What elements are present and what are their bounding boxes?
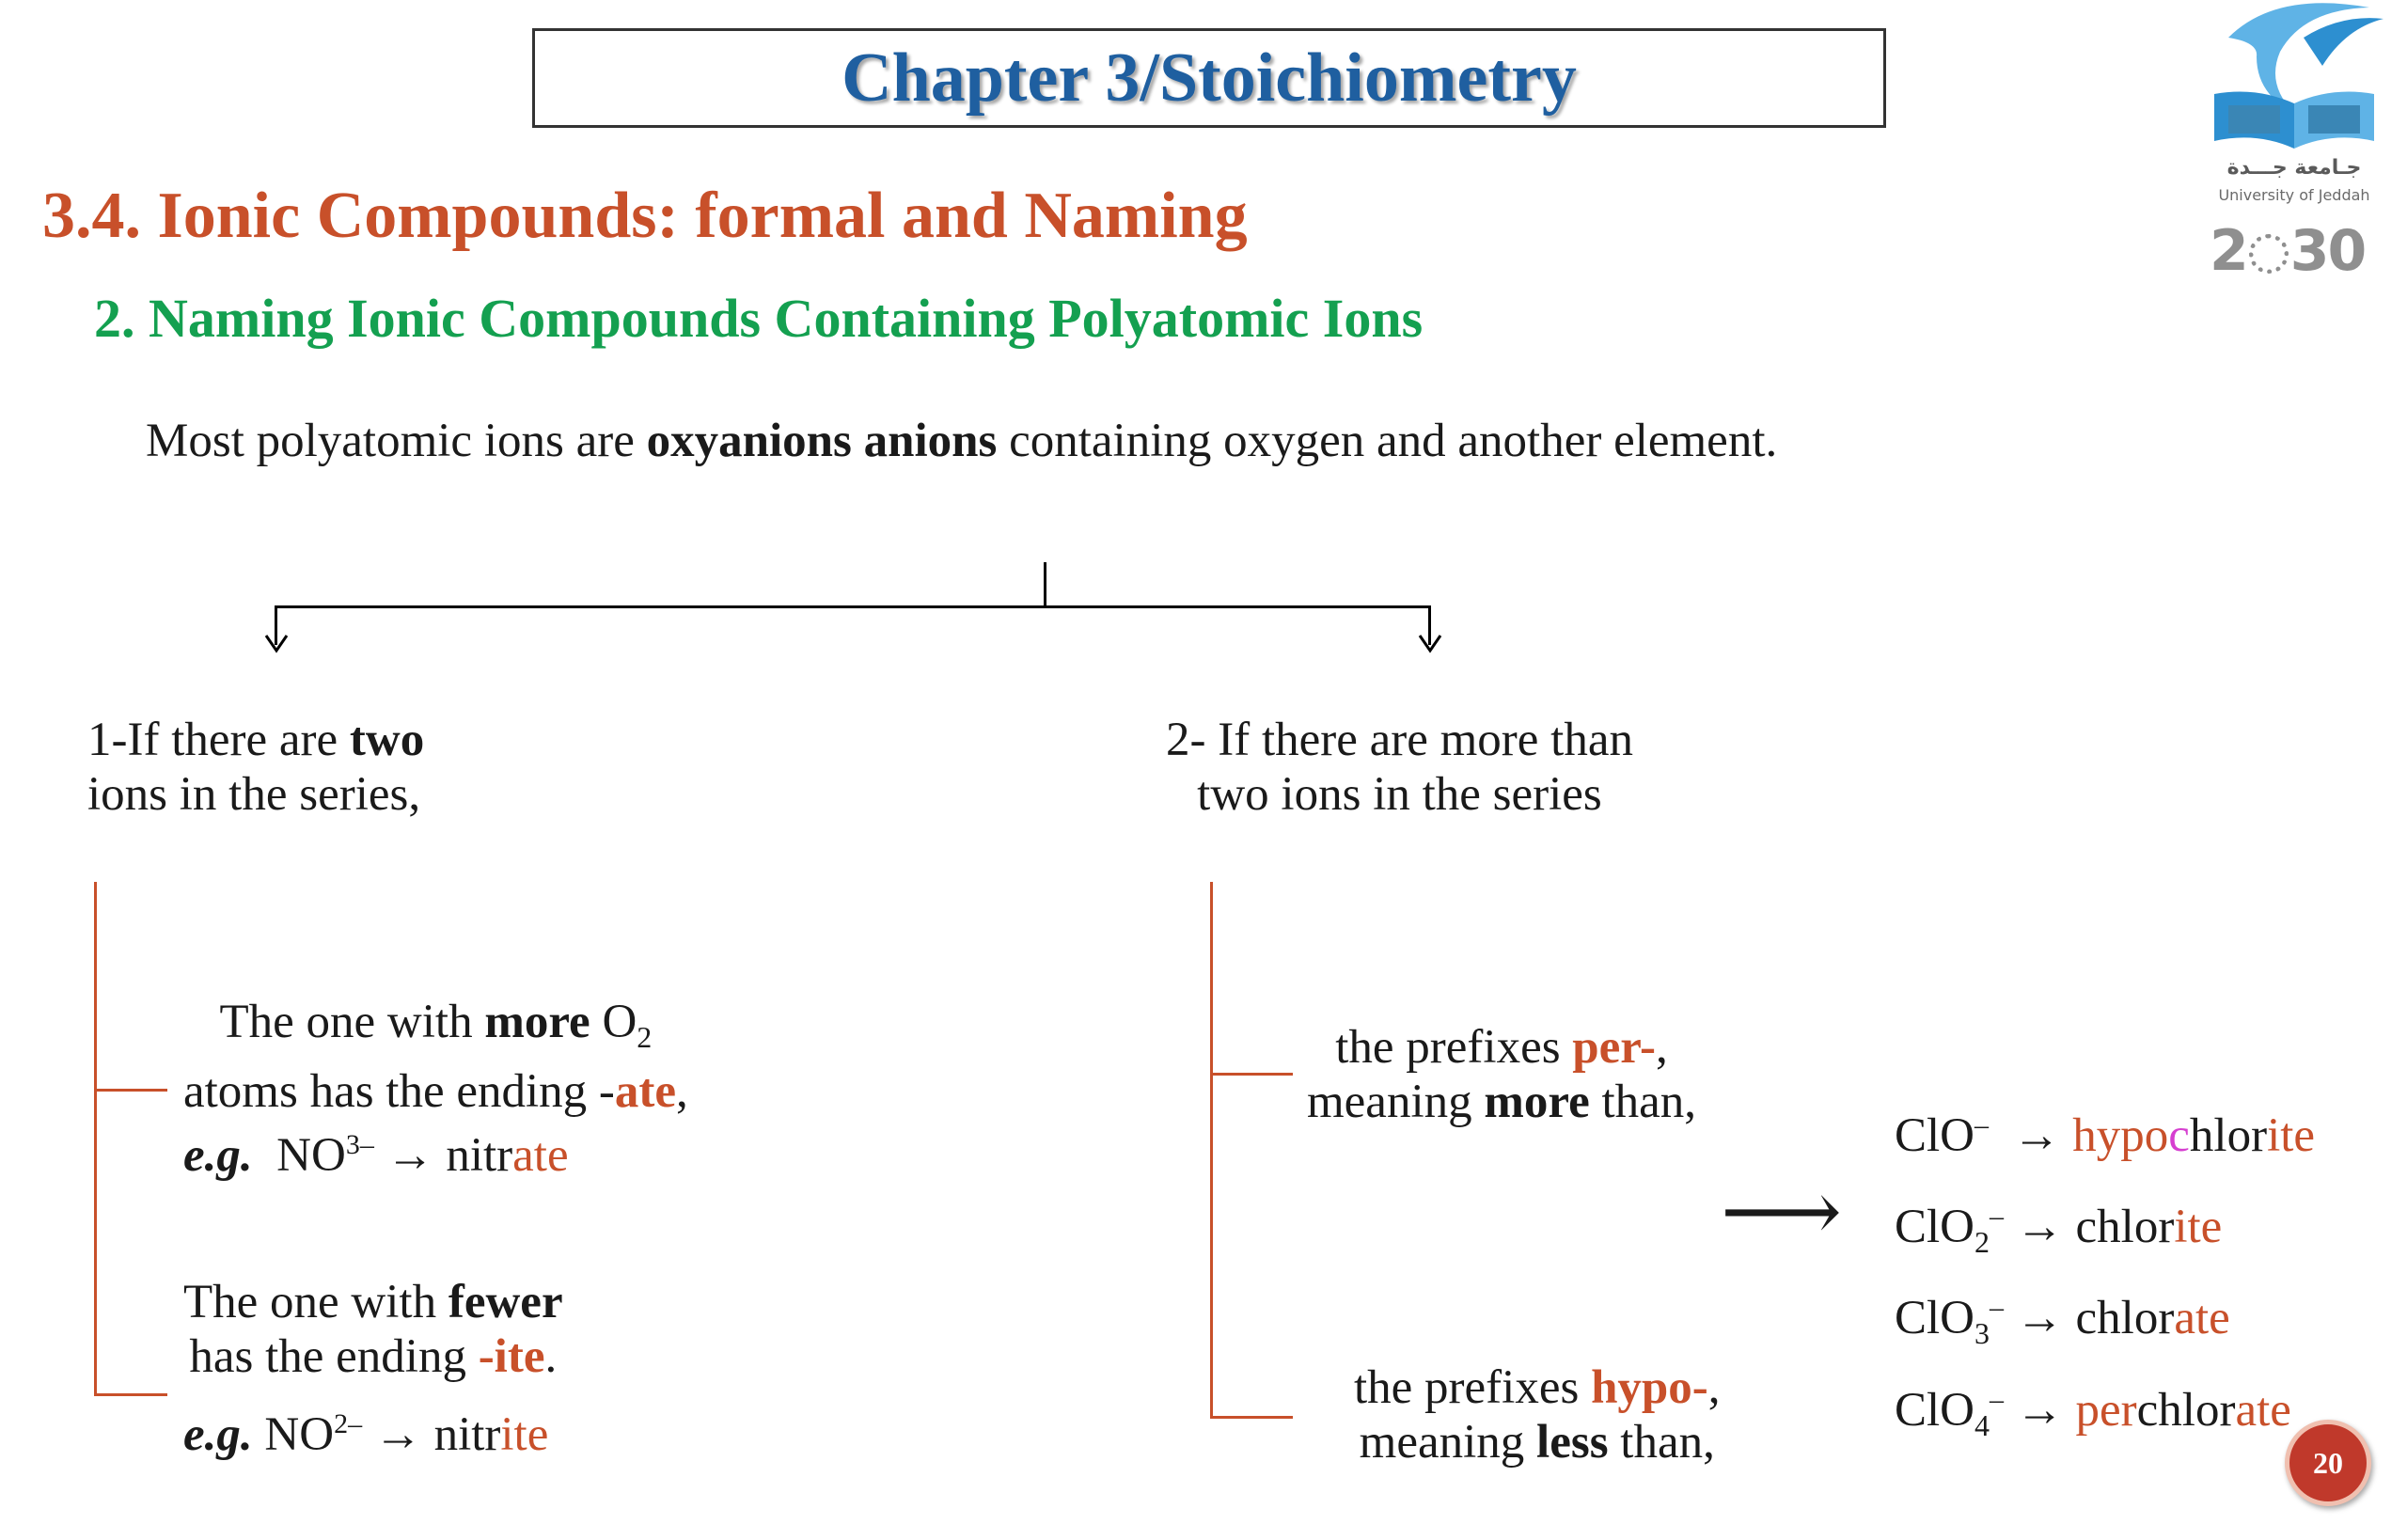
rule-ite: The one with fewer has the ending -ite. bbox=[183, 1276, 563, 1383]
series-row: ClO$_2$– → chlorite bbox=[1895, 1201, 2223, 1260]
right-bracket-tick-per bbox=[1210, 1073, 1293, 1076]
chlorine-series bbox=[1895, 1092, 2315, 1458]
branch-right-heading: 2- If there are more than two ions in the series bbox=[1166, 714, 1633, 821]
branch-left-heading: 1-If there are two ions in the series, bbox=[87, 714, 425, 821]
slide-title bbox=[532, 28, 1886, 128]
page-number: 20 bbox=[2313, 1445, 2343, 1480]
arrowhead-left bbox=[263, 628, 290, 654]
rule-per: the prefixes per-, meaning more than, bbox=[1307, 1021, 1697, 1128]
arrowhead-right bbox=[1417, 628, 1443, 654]
series-row: ClO$_4$– → perchlorate bbox=[1895, 1383, 2291, 1442]
connector-bar bbox=[275, 605, 1431, 608]
right-bracket-vertical bbox=[1210, 882, 1213, 1418]
example-ite: e.g. $NO^{2-}$ → nitrite bbox=[183, 1408, 549, 1461]
vision-emblem-icon bbox=[2249, 234, 2289, 274]
intro-sentence bbox=[146, 414, 1777, 468]
slide-title-text: Chapter 3/Stoichiometry bbox=[842, 39, 1577, 117]
logo-english-name: University of Jeddah bbox=[2218, 186, 2370, 204]
left-bracket-vertical bbox=[94, 882, 97, 1394]
rule-ate: The one with more $O_2$ atoms has the ending -ate, bbox=[183, 996, 688, 1119]
book-wave-icon bbox=[2191, 0, 2398, 160]
section-heading: 3.4. Ionic Compounds: formal and Naming bbox=[42, 180, 1248, 252]
subsection-heading: 2. Naming Ionic Compounds Containing Polyatomic Ions bbox=[94, 288, 1424, 349]
left-bracket-tick-ite bbox=[94, 1393, 167, 1396]
page-number-badge bbox=[2285, 1420, 2371, 1506]
series-row: ClO$_3$– → chlorate bbox=[1895, 1292, 2230, 1351]
big-arrow: ⟶ bbox=[1721, 1166, 1843, 1259]
rule-hypo: the prefixes hypo-, meaning less than, bbox=[1354, 1361, 1721, 1469]
intro-text-b: containing oxygen and another element. bbox=[997, 415, 1778, 467]
left-bracket-tick-ate bbox=[94, 1089, 167, 1092]
example-ate: e.g. $NO^{3-}$ → nitrate bbox=[183, 1129, 569, 1182]
right-bracket-tick-hypo bbox=[1210, 1416, 1293, 1419]
intro-bold: oxyanions anions bbox=[646, 415, 998, 467]
connector-stem bbox=[1044, 562, 1046, 607]
university-logo bbox=[2191, 0, 2398, 291]
vision-2030-mark: 2 30 bbox=[2210, 218, 2366, 284]
logo-arabic-name: جـامعة جـــدة bbox=[2226, 156, 2362, 180]
series-row: ClO– → hypochlorite bbox=[1895, 1109, 2316, 1162]
intro-text-a: Most polyatomic ions are bbox=[146, 415, 647, 467]
